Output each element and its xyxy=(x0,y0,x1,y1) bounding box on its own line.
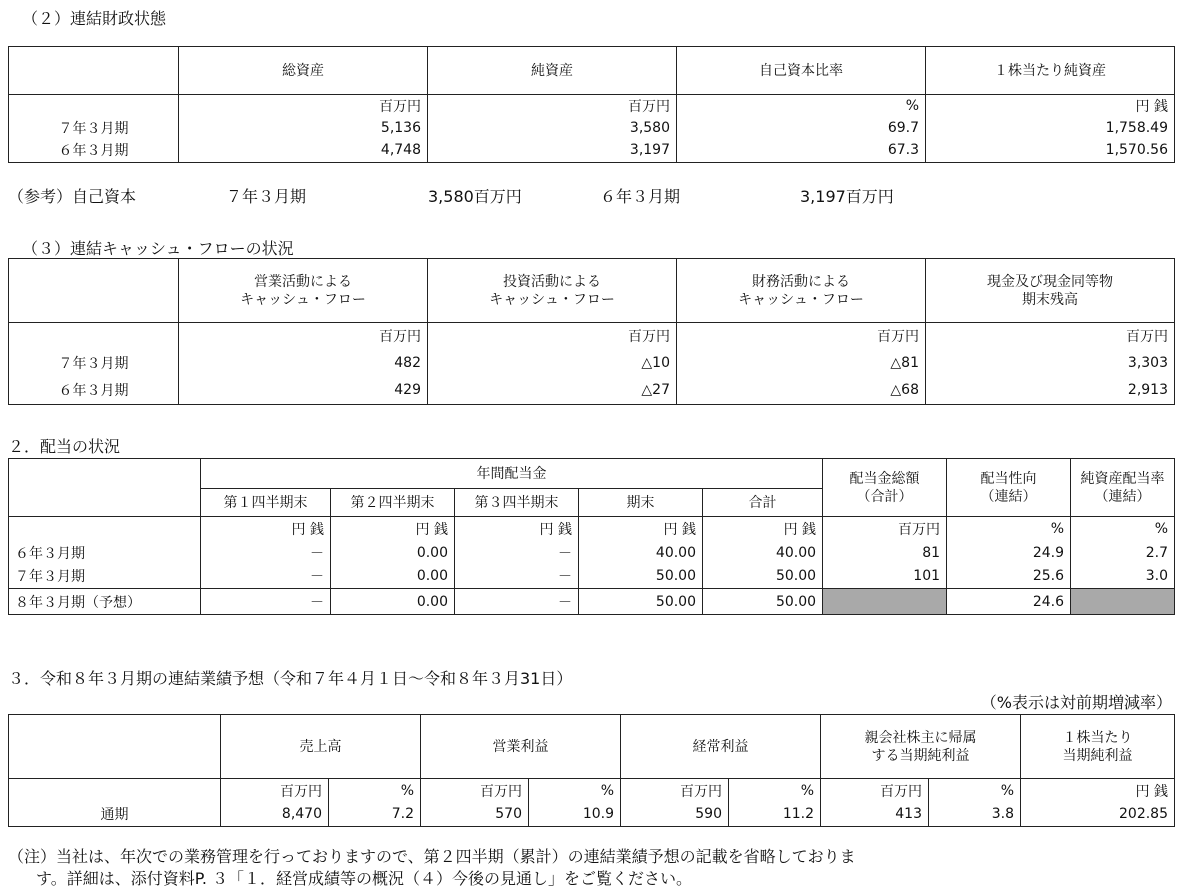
row-label: ６年３月期 xyxy=(9,377,179,405)
value-cell: － xyxy=(455,541,579,565)
unit-cell: % xyxy=(677,95,926,117)
unit-cell: % xyxy=(947,517,1071,541)
row-label: ７年３月期 xyxy=(9,349,179,377)
value-cell: △68 xyxy=(677,377,926,405)
header-blank xyxy=(9,459,201,517)
value-cell: 67.3 xyxy=(677,139,926,163)
unit-cell: % xyxy=(1071,517,1175,541)
unit-cell: 百万円 xyxy=(428,95,677,117)
header-q2: 第２四半期末 xyxy=(331,489,455,517)
value-cell: 1,570.56 xyxy=(926,139,1175,163)
forecast-cell: － xyxy=(201,589,331,615)
value-cell: 3.0 xyxy=(1071,565,1175,589)
value-cell: 590 xyxy=(621,803,729,827)
unit-cell: 円 銭 xyxy=(455,517,579,541)
fin-position-heading: （２）連結財政状態 xyxy=(22,9,167,28)
header-bps: １株当たり純資産 xyxy=(926,47,1175,95)
header-q3: 第３四半期末 xyxy=(455,489,579,517)
value-cell: 11.2 xyxy=(729,803,821,827)
header-sales: 売上高 xyxy=(221,715,421,779)
unit-cell: 百万円 xyxy=(221,779,329,803)
header-financing-cf: 財務活動による キャッシュ・フロー xyxy=(677,259,926,323)
forecast-heading: ３．令和８年３月期の連結業績予想（令和７年４月１日～令和８年３月31日） xyxy=(8,669,573,688)
value-cell: 3,197 xyxy=(428,139,677,163)
header-total-assets: 総資産 xyxy=(179,47,428,95)
value-cell: 3.8 xyxy=(929,803,1021,827)
footnote xyxy=(8,846,1176,890)
unit-cell: 円 銭 xyxy=(703,517,823,541)
footnote-line2: す。詳細は、添付資料P. ３「１．経営成績等の概況（４）今後の見通し」をご覧ください。 xyxy=(36,869,693,888)
value-cell: 50.00 xyxy=(703,565,823,589)
row-label: ７年３月期 xyxy=(9,117,179,139)
value-cell: 101 xyxy=(823,565,947,589)
header-operating-cf: 営業活動による キャッシュ・フロー xyxy=(179,259,428,323)
header-total: 合計 xyxy=(703,489,823,517)
ref-period1: ７年３月期 xyxy=(226,187,307,206)
value-cell: 3,303 xyxy=(926,349,1175,377)
value-cell: － xyxy=(201,541,331,565)
unit-cell: 円 銭 xyxy=(331,517,455,541)
value-cell: 0.00 xyxy=(331,565,455,589)
forecast-cell: 50.00 xyxy=(703,589,823,615)
fin-position-table xyxy=(8,46,1175,163)
unit-cell: 百万円 xyxy=(421,779,529,803)
row-label: 通期 xyxy=(9,803,221,827)
unit-cell: 百万円 xyxy=(677,323,926,349)
value-cell: 4,748 xyxy=(179,139,428,163)
header-equity-ratio: 自己資本比率 xyxy=(677,47,926,95)
value-cell: △27 xyxy=(428,377,677,405)
unit-blank xyxy=(9,779,221,803)
header-operating-income: 営業利益 xyxy=(421,715,621,779)
unit-cell: 百万円 xyxy=(821,779,929,803)
header-payout-ratio: 配当性向 （連結） xyxy=(947,459,1071,517)
value-cell: 25.6 xyxy=(947,565,1071,589)
value-cell: △10 xyxy=(428,349,677,377)
forecast-cell: 0.00 xyxy=(331,589,455,615)
value-cell: 8,470 xyxy=(221,803,329,827)
value-cell: 40.00 xyxy=(579,541,703,565)
header-total-dividend: 配当金総額 （合計） xyxy=(823,459,947,517)
cash-flow-table xyxy=(8,258,1175,405)
unit-cell: % xyxy=(729,779,821,803)
unit-cell: % xyxy=(329,779,421,803)
unit-cell: 百万円 xyxy=(621,779,729,803)
unit-blank xyxy=(9,95,179,117)
cash-flow-heading: （３）連結キャッシュ・フローの状況 xyxy=(22,239,294,258)
value-cell: 24.9 xyxy=(947,541,1071,565)
value-cell: 570 xyxy=(421,803,529,827)
unit-cell: 百万円 xyxy=(428,323,677,349)
header-blank xyxy=(9,715,221,779)
value-cell: 413 xyxy=(821,803,929,827)
dividends-heading: ２．配当の状況 xyxy=(8,437,121,456)
value-cell: 2.7 xyxy=(1071,541,1175,565)
unit-cell: % xyxy=(529,779,621,803)
forecast-cell: 24.6 xyxy=(947,589,1071,615)
header-q1: 第１四半期末 xyxy=(201,489,331,517)
forecast-cell: － xyxy=(455,589,579,615)
header-dividend-on-equity: 純資産配当率 （連結） xyxy=(1071,459,1175,517)
value-cell: 3,580 xyxy=(428,117,677,139)
header-blank xyxy=(9,259,179,323)
header-year-end: 期末 xyxy=(579,489,703,517)
unit-cell: 百万円 xyxy=(179,95,428,117)
shaded-cell xyxy=(1071,589,1175,615)
value-cell: 482 xyxy=(179,349,428,377)
row-label: ７年３月期 xyxy=(9,565,201,589)
header-cash-balance: 現金及び現金同等物 期末残高 xyxy=(926,259,1175,323)
header-ordinary-income: 経常利益 xyxy=(621,715,821,779)
unit-cell: 円 銭 xyxy=(579,517,703,541)
ref-prefix: （参考）自己資本 xyxy=(8,187,137,206)
value-cell: 81 xyxy=(823,541,947,565)
value-cell: 40.00 xyxy=(703,541,823,565)
dividends-table xyxy=(8,458,1175,615)
unit-blank xyxy=(9,517,201,541)
header-investing-cf: 投資活動による キャッシュ・フロー xyxy=(428,259,677,323)
value-cell: 7.2 xyxy=(329,803,421,827)
value-cell: － xyxy=(455,565,579,589)
row-label: ６年３月期 xyxy=(9,139,179,163)
value-cell: 5,136 xyxy=(179,117,428,139)
unit-cell: 円 銭 xyxy=(1021,779,1175,803)
value-cell: 2,913 xyxy=(926,377,1175,405)
ref-value1: 3,580百万円 xyxy=(428,187,522,206)
unit-cell: 百万円 xyxy=(179,323,428,349)
header-blank xyxy=(9,47,179,95)
footnote-line1: （注）当社は、年次での業務管理を行っておりますので、第２四半期（累計）の連結業績予想の記載を省略しておりま xyxy=(8,847,856,866)
forecast-row-label: ８年３月期（予想） xyxy=(9,589,201,615)
value-cell: 0.00 xyxy=(331,541,455,565)
header-eps: １株当たり 当期純利益 xyxy=(1021,715,1175,779)
header-annual-dividend: 年間配当金 xyxy=(201,459,823,489)
unit-cell: 円 銭 xyxy=(926,95,1175,117)
header-net-assets: 純資産 xyxy=(428,47,677,95)
value-cell: － xyxy=(201,565,331,589)
ref-value2: 3,197百万円 xyxy=(800,187,894,206)
shaded-cell xyxy=(823,589,947,615)
header-net-income: 親会社株主に帰属 する当期純利益 xyxy=(821,715,1021,779)
unit-cell: % xyxy=(929,779,1021,803)
unit-cell: 円 銭 xyxy=(201,517,331,541)
ref-period2: ６年３月期 xyxy=(600,187,681,206)
forecast-note-right: （%表示は対前期増減率） xyxy=(980,693,1172,712)
forecast-table xyxy=(8,714,1175,827)
value-cell: 10.9 xyxy=(529,803,621,827)
value-cell: 1,758.49 xyxy=(926,117,1175,139)
value-cell: 429 xyxy=(179,377,428,405)
value-cell: 50.00 xyxy=(579,565,703,589)
unit-cell: 百万円 xyxy=(926,323,1175,349)
unit-blank xyxy=(9,323,179,349)
row-label: ６年３月期 xyxy=(9,541,201,565)
unit-cell: 百万円 xyxy=(823,517,947,541)
value-cell: △81 xyxy=(677,349,926,377)
value-cell: 69.7 xyxy=(677,117,926,139)
forecast-cell: 50.00 xyxy=(579,589,703,615)
value-cell: 202.85 xyxy=(1021,803,1175,827)
